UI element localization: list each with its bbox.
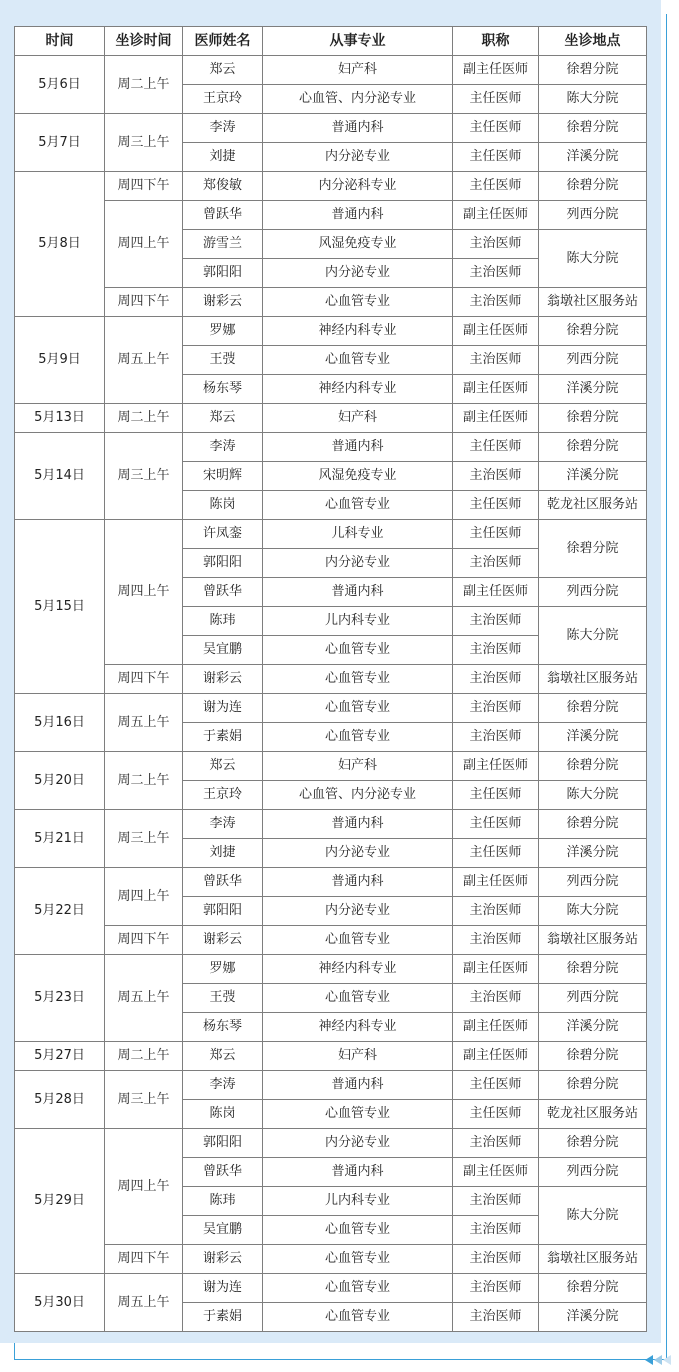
- table-cell: 曾跃华: [183, 578, 263, 607]
- table-cell: 妇产科: [263, 752, 453, 781]
- table-cell: 内分泌专业: [263, 143, 453, 172]
- table-cell: 周四下午: [105, 665, 183, 694]
- table-cell: 内分泌科专业: [263, 172, 453, 201]
- table-cell: 徐碧分院: [539, 56, 647, 85]
- table-cell: 陈玮: [183, 1187, 263, 1216]
- table-cell: 5月30日: [15, 1274, 105, 1332]
- table-cell: 5月23日: [15, 955, 105, 1042]
- table-cell: 5月21日: [15, 810, 105, 868]
- table-cell: 风湿免疫专业: [263, 462, 453, 491]
- table-cell: 心血管专业: [263, 1216, 453, 1245]
- table-cell: 陈大分院: [539, 85, 647, 114]
- table-cell: 李涛: [183, 1071, 263, 1100]
- table-cell: 洋溪分院: [539, 839, 647, 868]
- table-cell: 吴宜鹏: [183, 1216, 263, 1245]
- table-cell: 曾跃华: [183, 1158, 263, 1187]
- table-cell: 妇产科: [263, 56, 453, 85]
- header-date: 时间: [15, 27, 105, 56]
- table-cell: 陈大分院: [539, 897, 647, 926]
- table-cell: 5月29日: [15, 1129, 105, 1274]
- table-cell: 周三上午: [105, 1071, 183, 1129]
- table-row: [15, 56, 647, 85]
- table-cell: 5月9日: [15, 317, 105, 404]
- table-cell: 5月6日: [15, 56, 105, 114]
- table-cell: 徐碧分院: [539, 1042, 647, 1071]
- table-cell: 普通内科: [263, 1158, 453, 1187]
- table-cell: 普通内科: [263, 578, 453, 607]
- table-cell: 5月7日: [15, 114, 105, 172]
- table-cell: 心血管专业: [263, 346, 453, 375]
- table-cell: 李涛: [183, 433, 263, 462]
- table-cell: 心血管专业: [263, 491, 453, 520]
- table-cell: 于素娟: [183, 1303, 263, 1332]
- table-row: [15, 114, 647, 143]
- table-row: [15, 926, 647, 955]
- table-row: [15, 288, 647, 317]
- table-cell: 徐碧分院: [539, 433, 647, 462]
- header-location: 坐诊地点: [539, 27, 647, 56]
- table-cell: 杨东琴: [183, 1013, 263, 1042]
- table-cell: 徐碧分院: [539, 114, 647, 143]
- table-cell: 主任医师: [453, 1100, 539, 1129]
- table-cell: 周四下午: [105, 172, 183, 201]
- table-cell: 列西分院: [539, 984, 647, 1013]
- table-cell: 5月16日: [15, 694, 105, 752]
- table-cell: 5月27日: [15, 1042, 105, 1071]
- table-cell: 陈大分院: [539, 781, 647, 810]
- table-cell: 主治医师: [453, 665, 539, 694]
- table-cell: 副主任医师: [453, 868, 539, 897]
- table-cell: 心血管专业: [263, 984, 453, 1013]
- table-cell: 乾龙社区服务站: [539, 1100, 647, 1129]
- table-cell: 洋溪分院: [539, 462, 647, 491]
- table-cell: 妇产科: [263, 1042, 453, 1071]
- table-cell: 罗娜: [183, 955, 263, 984]
- table-cell: 主治医师: [453, 694, 539, 723]
- table-cell: 洋溪分院: [539, 1013, 647, 1042]
- table-cell: 5月14日: [15, 433, 105, 520]
- table-cell: 普通内科: [263, 433, 453, 462]
- table-cell: 内分泌专业: [263, 259, 453, 288]
- table-cell: 心血管、内分泌专业: [263, 781, 453, 810]
- table-cell: 主任医师: [453, 810, 539, 839]
- table-cell: 主任医师: [453, 1071, 539, 1100]
- table-cell: 谢为连: [183, 694, 263, 723]
- table-cell: 神经内科专业: [263, 375, 453, 404]
- table-cell: 周三上午: [105, 114, 183, 172]
- table-cell: 郑云: [183, 56, 263, 85]
- table-cell: 许凤銮: [183, 520, 263, 549]
- table-cell: 吴宜鹏: [183, 636, 263, 665]
- table-cell: 徐碧分院: [539, 317, 647, 346]
- table-cell: 郑云: [183, 752, 263, 781]
- table-cell: 洋溪分院: [539, 723, 647, 752]
- table-cell: 于素娟: [183, 723, 263, 752]
- table-cell: 主治医师: [453, 1245, 539, 1274]
- schedule-table-body: [15, 56, 647, 1332]
- table-cell: 谢为连: [183, 1274, 263, 1303]
- table-row: [15, 694, 647, 723]
- table-cell: 陈玮: [183, 607, 263, 636]
- table-cell: 列西分院: [539, 868, 647, 897]
- table-cell: 徐碧分院: [539, 520, 647, 578]
- table-cell: 罗娜: [183, 317, 263, 346]
- arrow-left-light-icon[interactable]: [663, 1355, 671, 1365]
- table-cell: 刘捷: [183, 839, 263, 868]
- table-cell: 宋明辉: [183, 462, 263, 491]
- table-row: [15, 1274, 647, 1303]
- table-cell: 普通内科: [263, 810, 453, 839]
- table-cell: 副主任医师: [453, 1042, 539, 1071]
- table-row: [15, 665, 647, 694]
- table-cell: 心血管专业: [263, 1245, 453, 1274]
- table-cell: 郭阳阳: [183, 897, 263, 926]
- table-cell: 主治医师: [453, 723, 539, 752]
- table-cell: 5月13日: [15, 404, 105, 433]
- table-cell: 主治医师: [453, 1187, 539, 1216]
- table-cell: 主治医师: [453, 636, 539, 665]
- table-cell: 主任医师: [453, 491, 539, 520]
- table-cell: 心血管专业: [263, 723, 453, 752]
- table-cell: 徐碧分院: [539, 1071, 647, 1100]
- table-cell: 周二上午: [105, 1042, 183, 1071]
- table-cell: 内分泌专业: [263, 839, 453, 868]
- table-cell: 乾龙社区服务站: [539, 491, 647, 520]
- frame-tick-left: [14, 1343, 15, 1360]
- table-cell: 王弢: [183, 346, 263, 375]
- table-cell: 主治医师: [453, 462, 539, 491]
- table-cell: 主任医师: [453, 433, 539, 462]
- table-cell: 普通内科: [263, 114, 453, 143]
- table-cell: 副主任医师: [453, 56, 539, 85]
- table-cell: 主任医师: [453, 839, 539, 868]
- table-row: [15, 317, 647, 346]
- table-cell: 徐碧分院: [539, 1129, 647, 1158]
- table-cell: 副主任医师: [453, 578, 539, 607]
- table-cell: 心血管专业: [263, 694, 453, 723]
- table-cell: 主任医师: [453, 143, 539, 172]
- table-cell: 徐碧分院: [539, 955, 647, 984]
- header-doctor: 医师姓名: [183, 27, 263, 56]
- table-cell: 周四上午: [105, 1129, 183, 1245]
- table-cell: 儿内科专业: [263, 1187, 453, 1216]
- table-row: [15, 752, 647, 781]
- table-cell: 洋溪分院: [539, 143, 647, 172]
- table-cell: 主任医师: [453, 781, 539, 810]
- table-cell: 心血管专业: [263, 1100, 453, 1129]
- table-cell: 徐碧分院: [539, 694, 647, 723]
- table-cell: 心血管专业: [263, 636, 453, 665]
- table-cell: 杨东琴: [183, 375, 263, 404]
- table-cell: 内分泌专业: [263, 1129, 453, 1158]
- table-cell: 周二上午: [105, 752, 183, 810]
- table-cell: 翁墩社区服务站: [539, 665, 647, 694]
- table-cell: 心血管、内分泌专业: [263, 85, 453, 114]
- table-cell: 主任医师: [453, 172, 539, 201]
- table-cell: 副主任医师: [453, 375, 539, 404]
- table-cell: 主治医师: [453, 1216, 539, 1245]
- table-cell: 儿科专业: [263, 520, 453, 549]
- table-cell: 周四上午: [105, 520, 183, 665]
- table-cell: 王京玲: [183, 781, 263, 810]
- table-cell: 周二上午: [105, 404, 183, 433]
- table-cell: 周四下午: [105, 288, 183, 317]
- table-cell: 主治医师: [453, 259, 539, 288]
- table-cell: 谢彩云: [183, 665, 263, 694]
- table-cell: 主治医师: [453, 549, 539, 578]
- table-cell: 主治医师: [453, 607, 539, 636]
- table-cell: 神经内科专业: [263, 317, 453, 346]
- table-cell: 郑俊敏: [183, 172, 263, 201]
- table-row: [15, 1129, 647, 1158]
- table-cell: 主治医师: [453, 288, 539, 317]
- table-cell: 普通内科: [263, 201, 453, 230]
- table-cell: 列西分院: [539, 201, 647, 230]
- table-cell: 周四下午: [105, 1245, 183, 1274]
- table-cell: 主治医师: [453, 230, 539, 259]
- table-cell: 翁墩社区服务站: [539, 288, 647, 317]
- table-cell: 谢彩云: [183, 1245, 263, 1274]
- table-cell: 主任医师: [453, 85, 539, 114]
- table-cell: 主治医师: [453, 897, 539, 926]
- table-cell: 主治医师: [453, 926, 539, 955]
- table-cell: 心血管专业: [263, 926, 453, 955]
- table-cell: 陈大分院: [539, 1187, 647, 1245]
- table-cell: 徐碧分院: [539, 404, 647, 433]
- table-cell: 副主任医师: [453, 404, 539, 433]
- table-cell: 普通内科: [263, 868, 453, 897]
- table-cell: 翁墩社区服务站: [539, 1245, 647, 1274]
- table-header-row: [15, 27, 647, 56]
- table-row: [15, 1042, 647, 1071]
- table-cell: 5月20日: [15, 752, 105, 810]
- table-cell: 郭阳阳: [183, 259, 263, 288]
- table-cell: 内分泌专业: [263, 549, 453, 578]
- table-cell: 徐碧分院: [539, 752, 647, 781]
- table-cell: 刘捷: [183, 143, 263, 172]
- table-cell: 副主任医师: [453, 1013, 539, 1042]
- table-cell: 心血管专业: [263, 1303, 453, 1332]
- table-cell: 郭阳阳: [183, 1129, 263, 1158]
- table-row: [15, 1071, 647, 1100]
- table-cell: 郭阳阳: [183, 549, 263, 578]
- table-cell: 妇产科: [263, 404, 453, 433]
- schedule-table: [14, 26, 647, 1332]
- arrow-left-outline-icon[interactable]: [654, 1355, 662, 1365]
- table-cell: 5月28日: [15, 1071, 105, 1129]
- table-cell: 5月15日: [15, 520, 105, 694]
- table-cell: 儿内科专业: [263, 607, 453, 636]
- header-specialty: 从事专业: [263, 27, 453, 56]
- table-cell: 徐碧分院: [539, 810, 647, 839]
- table-cell: 列西分院: [539, 346, 647, 375]
- header-session: 坐诊时间: [105, 27, 183, 56]
- table-cell: 郑云: [183, 404, 263, 433]
- table-cell: 王京玲: [183, 85, 263, 114]
- table-row: [15, 955, 647, 984]
- table-cell: 5月8日: [15, 172, 105, 317]
- table-cell: 副主任医师: [453, 752, 539, 781]
- table-cell: 风湿免疫专业: [263, 230, 453, 259]
- table-cell: 陈岗: [183, 1100, 263, 1129]
- table-cell: 陈大分院: [539, 230, 647, 288]
- table-cell: 副主任医师: [453, 201, 539, 230]
- table-cell: 周五上午: [105, 955, 183, 1042]
- table-cell: 洋溪分院: [539, 1303, 647, 1332]
- table-cell: 列西分院: [539, 1158, 647, 1187]
- table-cell: 李涛: [183, 114, 263, 143]
- table-cell: 周五上午: [105, 317, 183, 404]
- table-cell: 王弢: [183, 984, 263, 1013]
- table-cell: 主任医师: [453, 114, 539, 143]
- table-cell: 心血管专业: [263, 1274, 453, 1303]
- header-title: 职称: [453, 27, 539, 56]
- table-cell: 5月22日: [15, 868, 105, 955]
- table-cell: 副主任医师: [453, 1158, 539, 1187]
- table-row: [15, 201, 647, 230]
- table-cell: 主治医师: [453, 346, 539, 375]
- table-cell: 主治医师: [453, 1129, 539, 1158]
- table-cell: 普通内科: [263, 1071, 453, 1100]
- table-cell: 周五上午: [105, 1274, 183, 1332]
- table-cell: 徐碧分院: [539, 172, 647, 201]
- table-cell: 心血管专业: [263, 288, 453, 317]
- table-cell: 曾跃华: [183, 201, 263, 230]
- table-cell: 周四下午: [105, 926, 183, 955]
- table-cell: 主治医师: [453, 984, 539, 1013]
- table-cell: 周五上午: [105, 694, 183, 752]
- table-cell: 陈大分院: [539, 607, 647, 665]
- table-cell: 列西分院: [539, 578, 647, 607]
- table-row: [15, 172, 647, 201]
- frame-line-right: [666, 14, 667, 1360]
- table-row: [15, 520, 647, 549]
- table-cell: 郑云: [183, 1042, 263, 1071]
- table-cell: 周三上午: [105, 433, 183, 520]
- table-cell: 心血管专业: [263, 665, 453, 694]
- table-cell: 谢彩云: [183, 926, 263, 955]
- table-cell: 游雪兰: [183, 230, 263, 259]
- table-cell: 周四上午: [105, 201, 183, 288]
- table-cell: 洋溪分院: [539, 375, 647, 404]
- table-cell: 副主任医师: [453, 955, 539, 984]
- table-cell: 李涛: [183, 810, 263, 839]
- table-cell: 主治医师: [453, 1303, 539, 1332]
- frame-line-bottom: [14, 1359, 667, 1360]
- arrow-left-solid-icon[interactable]: [645, 1355, 653, 1365]
- table-cell: 曾跃华: [183, 868, 263, 897]
- table-row: [15, 810, 647, 839]
- table-cell: 周三上午: [105, 810, 183, 868]
- table-cell: 副主任医师: [453, 317, 539, 346]
- table-cell: 内分泌专业: [263, 897, 453, 926]
- table-row: [15, 404, 647, 433]
- page-nav-arrows[interactable]: [645, 1352, 671, 1368]
- table-cell: 徐碧分院: [539, 1274, 647, 1303]
- table-cell: 周二上午: [105, 56, 183, 114]
- table-row: [15, 868, 647, 897]
- table-cell: 陈岗: [183, 491, 263, 520]
- table-row: [15, 1245, 647, 1274]
- table-cell: 周四上午: [105, 868, 183, 926]
- table-cell: 谢彩云: [183, 288, 263, 317]
- table-cell: 神经内科专业: [263, 1013, 453, 1042]
- table-cell: 神经内科专业: [263, 955, 453, 984]
- table-cell: 主治医师: [453, 1274, 539, 1303]
- table-cell: 翁墩社区服务站: [539, 926, 647, 955]
- table-cell: 主任医师: [453, 520, 539, 549]
- table-row: [15, 433, 647, 462]
